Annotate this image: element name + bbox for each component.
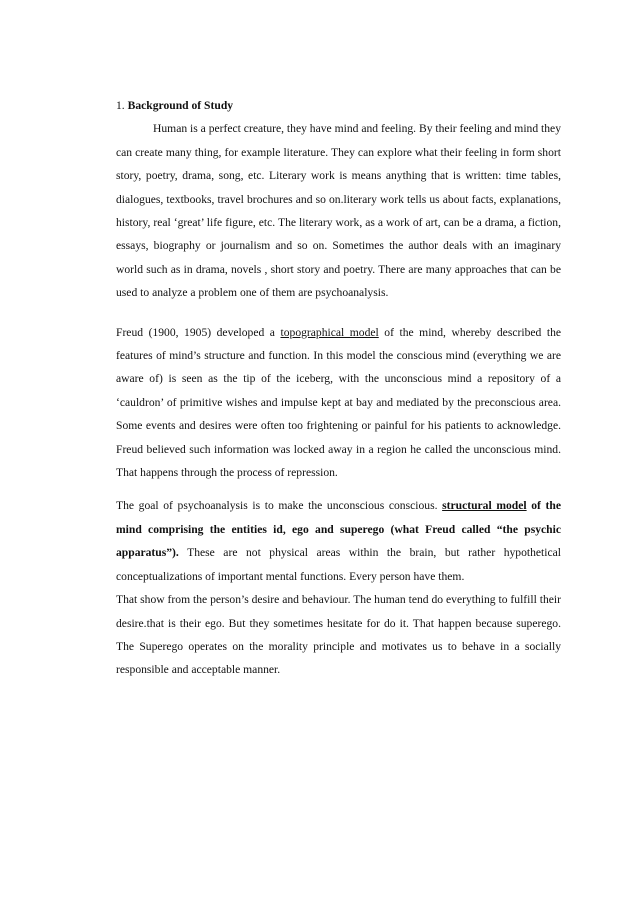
paragraph-topographical-model xyxy=(116,321,561,485)
section-heading xyxy=(116,94,561,117)
paragraph-spacer xyxy=(116,484,561,494)
structural-model-definition: of the mind comprising the entities id, ego and superego (what Freud called “the psychic apparatus”). xyxy=(116,499,561,560)
paragraph-spacer xyxy=(116,305,561,321)
topographical-model-term: topographical model xyxy=(280,325,379,339)
paragraph-2-text-after: of the mind, whereby described the features of mind’s structure and function. In this model the conscious mind (everything we are aware of) is seen as the tip of the iceberg, with the unconscious mind a repository of a ‘cauldron’ of primitive wishes and impulse kept at bay and mediated by the preconscious area. Some events and desires were often too frightening or painful for his patients to acknowledge. Freud believed such information was locked away in a region he called the unconscious mind. That happens through the process of repression. xyxy=(116,325,562,480)
paragraph-3-text-before: The goal of psychoanalysis is to make the unconscious conscious. xyxy=(116,499,443,513)
structural-model-term: structural model xyxy=(442,499,527,513)
paragraph-literature-intro: Human is a perfect creature, they have mind and feeling. By their feeling and mind they can create many thing, for example literature. They can explore what their feeling in form short story, poetry, drama, song, etc. Literary work is means anything that is written: time tables, dialogues, textbooks, travel brochures and so on.literary work tells us about facts, explanations, history, real ‘great’ life figure, etc. The literary work, as a work of art, can be a drama, a fiction, essays, biography or journalism and so on. Sometimes the author deals with an imaginary world such as in drama, novels , short story and poetry. There are many approaches that can be used to analyze a problem one of them are psychoanalysis. xyxy=(116,122,561,300)
paragraph-2-text-before: Freud (1900, 1905) developed a xyxy=(116,325,281,339)
paragraph-desire-behaviour: That show from the person’s desire and behaviour. The human tend do everything to fulfill their desire.that is their ego. But they sometimes hesitate for do it. That happen because superego. The Superego operates on the morality principle and motivates us to behave in a socially responsible and acceptable manner. xyxy=(116,593,561,677)
paragraph-psychoanalysis-goal xyxy=(116,494,561,588)
paragraph-3-text-after: These are not physical areas within the brain, but rather hypothetical conceptualizations of important mental functions. Every person have them. xyxy=(116,546,561,583)
document-page xyxy=(116,94,561,682)
section-title: Background of Study xyxy=(127,99,234,112)
section-number: 1. xyxy=(116,99,125,112)
